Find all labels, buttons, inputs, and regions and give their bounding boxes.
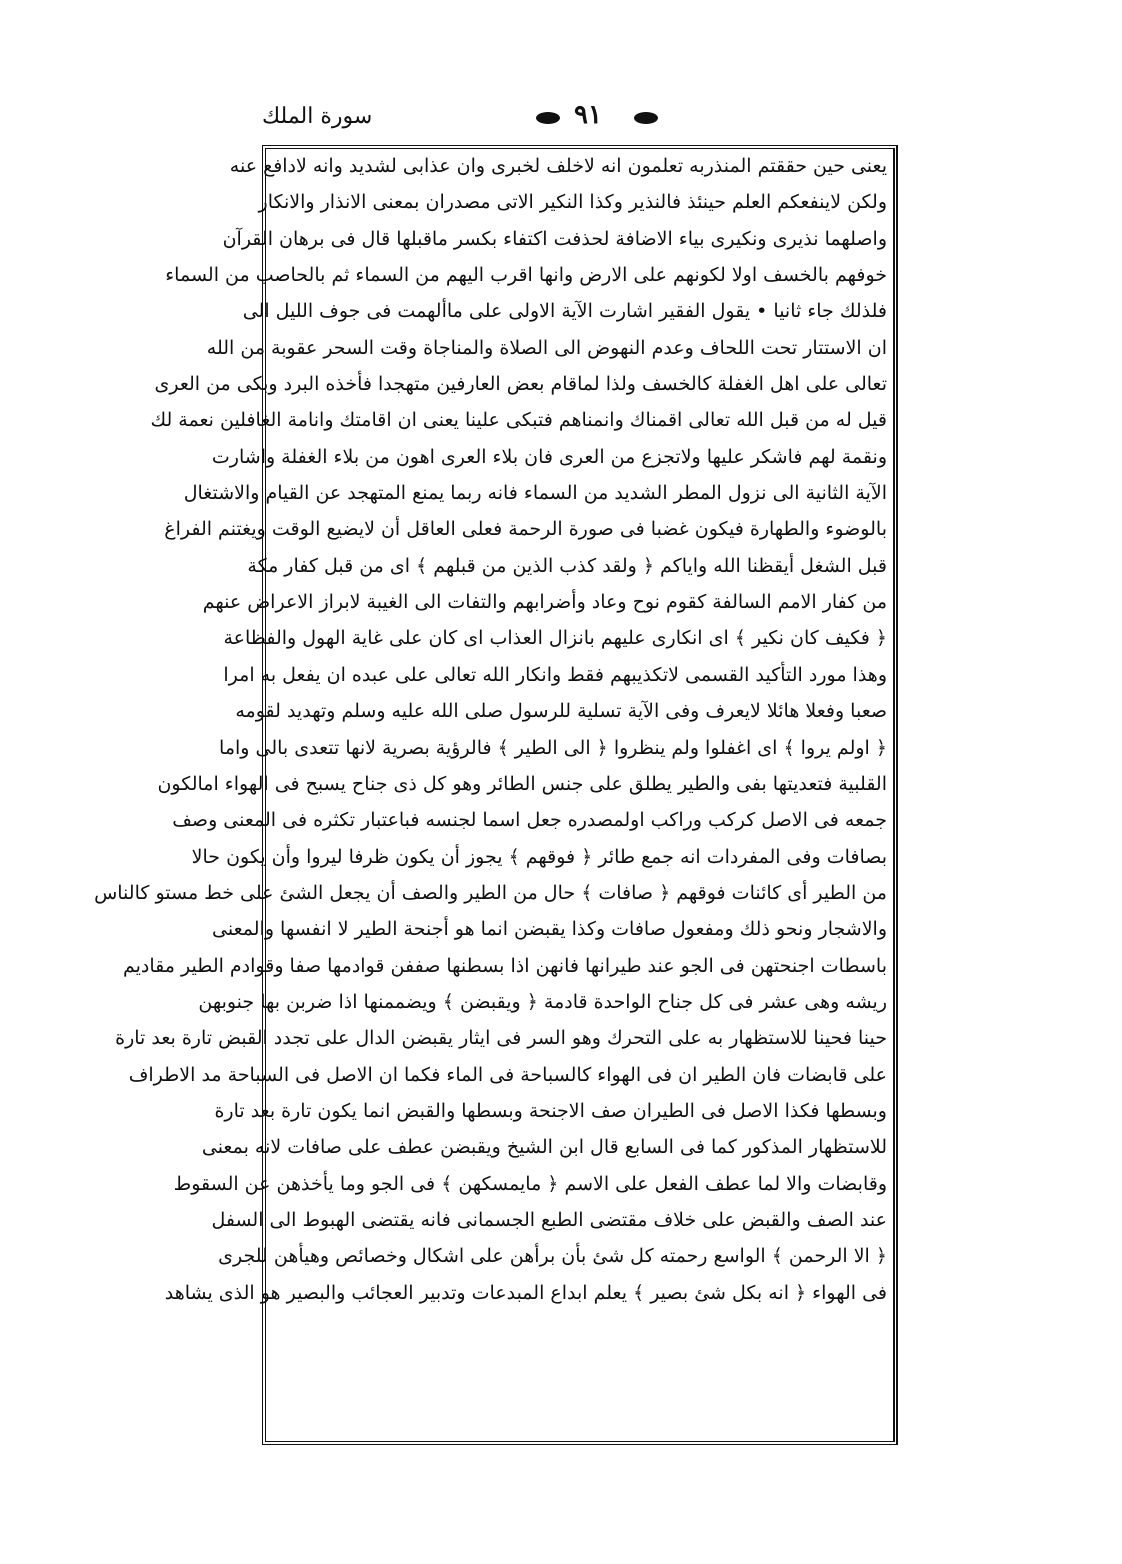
text-line: يعنى حين حققتم المنذربه تعلمون انه لاخلف لخبرى وان عذابى لشديد وانه لادافع عنه [229, 155, 887, 177]
text-line: خوفهم بالخسف اولا لكونهم على الارض وانها اقرب اليهم من السماء ثم بالحاصب من السماء [165, 264, 887, 287]
text-line: عند الصف والقبض على خلاف مقتضى الطبع الجسمانى فانه يقتضى الهبوط الى السفل [211, 1208, 887, 1231]
text-line: وهذا مورد التأكيد القسمى لاتكذيبهم فقط وانكار الله تعالى على عبده ان يفعل به امرا [223, 663, 887, 686]
text-line: والاشجار ونحو ذلك ومفعول صافات وكذا يقبضن انما هو أجنحة الطير لا انفسها والمعنى [212, 918, 887, 941]
text-line: ﴿ فكيف كان نكير ﴾ اى انكارى عليهم بانزال العذاب اى كان على غاية الهول والفظاعة [223, 627, 887, 650]
text-line: بصافات وفى المفردات انه جمع طائر ﴿ فوقهم ﴾ يجوز أن يكون ظرفا ليروا وأن يكون حالا [191, 845, 887, 868]
page-header [262, 100, 892, 138]
text-line: ريشه وهى عشر فى كل جناح الواحدة قادمة ﴿ ويقبضن ﴾ ويضممنها اذا ضربن بها جنوبهن [198, 990, 887, 1013]
text-line: تعالى على اهل الغفلة كالخسف ولذا لماقام بعض العارفين متهجدا فأخذه البرد وبكى من العرى [154, 373, 887, 396]
text-line: وبسطها فكذا الاصل فى الطيران صف الاجنحة وبسطها والقبض انما يكون تارة بعد تارة [214, 1099, 887, 1122]
text-body [94, 148, 893, 1311]
surah-title: سورة الملك [262, 104, 373, 129]
ornament-left-icon [536, 112, 560, 124]
text-line: وقابضات والا لما عطف الفعل على الاسم ﴿ مايمسكهن ﴾ فى الجو وما يأخذهن عن السقوط [173, 1172, 887, 1195]
text-line: صعبا وفعلا هائلا لايعرف وفى الآية تسلية للرسول صلى الله عليه وسلم وتهديد لقومه [235, 700, 887, 723]
text-line: ولكن لاينفعكم العلم حينئذ فالنذير وكذا النكير الاتى مصدران بمعنى الانذار والانكار [258, 191, 887, 214]
text-line: حينا فحينا للاستظهار به على التحرك وهو السر فى ايثار يقبضن الدال على تجدد القبض تارة بعد تارة [115, 1027, 887, 1050]
text-line: باسطات اجنحتهن فى الجو عند طيرانها فانهن اذا بسطنها صففن قوادمها صفا وقوادم الطير مقاديم [123, 954, 887, 977]
text-line: بالوضوء والطهارة فيكون غضبا فى صورة الرحمة فعلى العاقل أن لايضيع الوقت ويغتنم الفراغ [164, 518, 887, 541]
text-line: واصلهما نذيرى ونكيرى بياء الاضافة لحذفت اكتفاء بكسر ماقبلها قال فى برهان القرآن [222, 227, 887, 250]
text-line: فلذلك جاء ثانيا • يقول الفقير اشارت الآية الاولى على ماألهمت فى جوف الليل الى [242, 300, 887, 323]
text-line: من الطير أى كائنات فوقهم ﴿ صافات ﴾ حال من الطير والصف أن يجعل الشئ على خط مستو كالناس [94, 881, 887, 904]
page-number: ٩١ [574, 100, 602, 130]
ornament-right-icon [634, 112, 658, 124]
text-line: من كفار الامم السالفة كقوم نوح وعاد وأضرابهم والتفات الى الغيبة لابراز الاعراض عنهم [202, 591, 887, 614]
text-line: ان الاستتار تحت اللحاف وعدم النهوض الى الصلاة والمناجاة وقت السحر عقوبة من الله [206, 336, 887, 359]
text-line: الآية الثانية الى نزول المطر الشديد من السماء فانه ربما يمنع المتهجد عن القيام والاشتغال [183, 482, 887, 505]
text-line: للاستظهار المذكور كما فى السابع قال ابن الشيخ ويقبضن عطف على صافات لانه بمعنى [201, 1136, 887, 1159]
text-line: قيل له من قبل الله تعالى اقمناك وانمناهم فتبكى علينا يعنى ان اقامتك وانامة الغافلين نعمة لك [150, 409, 887, 432]
text-line: جمعه فى الاصل كركب وراكب اولمصدره جعل اسما لجنسه فباعتبار تكثره فى المعنى وصف [172, 809, 887, 832]
text-line: قبل الشغل أيقظنا الله واياكم ﴿ ولقد كذب الذين من قبلهم ﴾ اى من قبل كفار مكة [247, 554, 887, 577]
text-line: ونقمة لهم فاشكر عليها ولاتجزع من العرى فان بلاء العرى اهون من بلاء الغفلة واشارت [211, 445, 887, 468]
text-line: على قابضات فان الطير ان فى الهواء كالسباحة فى الماء فكما ان الاصل فى السباحة مد الاطراف [128, 1063, 887, 1086]
text-line: ﴿ اولم يروا ﴾ اى اغفلوا ولم ينظروا ﴿ الى الطير ﴾ فالرؤية بصرية لانها تتعدى بالى واما [219, 736, 887, 759]
text-line: فى الهواء ﴿ انه بكل شئ بصير ﴾ يعلم ابداع المبدعات وتدبير العجائب والبصير هو الذى يشاهد [164, 1281, 887, 1304]
text-line: ﴿ الا الرحمن ﴾ الواسع رحمته كل شئ بأن برأهن على اشكال وخصائص وهيأهن للجرى [218, 1245, 887, 1268]
text-line: القلبية فتعديتها بفى والطير يطلق على جنس الطائر وهو كل ذى جناح يسبح فى الهواء امالكون [157, 772, 887, 795]
